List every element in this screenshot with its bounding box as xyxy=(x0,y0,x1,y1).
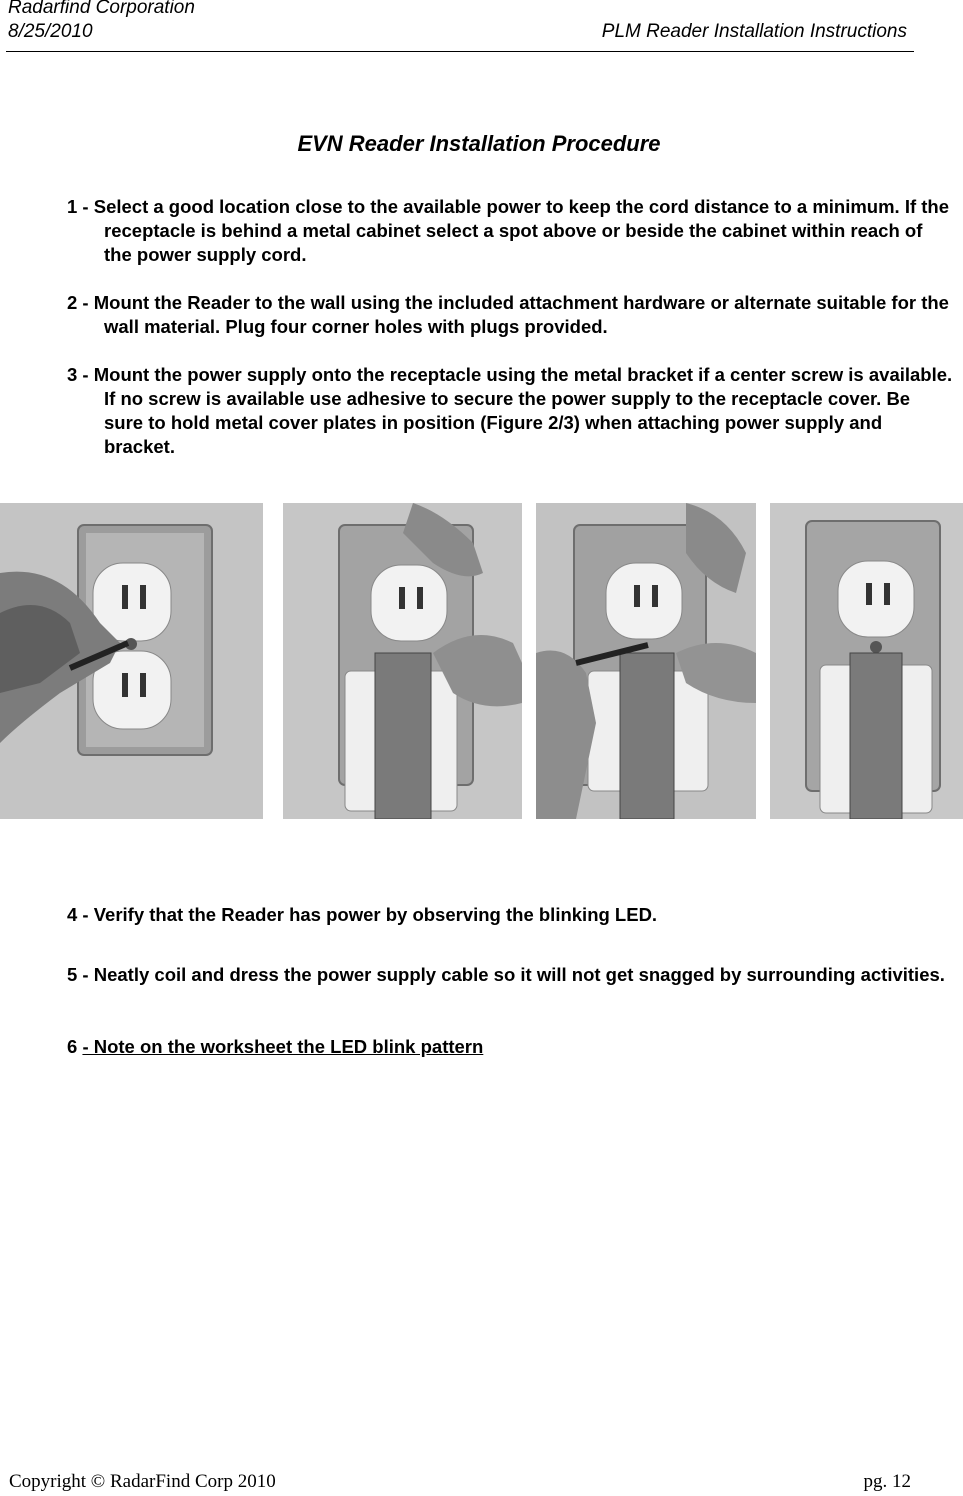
step-6 xyxy=(67,1035,954,1059)
page-title: EVN Reader Installation Procedure xyxy=(297,131,661,156)
header-company: Radarfind Corporation xyxy=(8,0,195,18)
photo-outlet-screwdriver xyxy=(0,503,263,819)
step-number: 4 - xyxy=(67,904,89,925)
step-number: 3 - xyxy=(67,364,89,385)
step-number: 2 - xyxy=(67,292,89,313)
photo-tightening-screw xyxy=(536,503,756,819)
step-number: 1 - xyxy=(67,196,89,217)
header-rule xyxy=(6,51,914,52)
step-text: Mount the power supply onto the receptacle using the metal bracket if a center screw is available. If no screw is available use adhesive to secure the power supply to the receptacle cover. Be sure to hold metal cover plates in position (Figure 2/3) when attaching power supply and bracket. xyxy=(93,364,953,457)
footer-page-number: pg. 12 xyxy=(863,1471,911,1492)
step-2 xyxy=(67,291,954,339)
footer-copyright: Copyright © RadarFind Corp 2010 xyxy=(9,1471,276,1492)
header-date: 8/25/2010 xyxy=(8,21,93,42)
step-4 xyxy=(67,903,954,927)
photo-power-supply-bracket xyxy=(283,503,522,819)
step-number: 6 xyxy=(67,1036,78,1057)
step-number: 5 - xyxy=(67,964,89,985)
step-5 xyxy=(67,963,954,987)
step-3 xyxy=(67,363,954,459)
step-text: - Note on the worksheet the LED blink pattern xyxy=(82,1036,484,1057)
header-doc-title: PLM Reader Installation Instructions xyxy=(601,21,907,42)
step-text: Mount the Reader to the wall using the included attachment hardware or alternate suitable for the wall material. Plug four corner holes with plugs provided. xyxy=(93,292,949,337)
step-1 xyxy=(67,195,954,267)
step-text: Neatly coil and dress the power supply cable so it will not get snagged by surrounding activities. xyxy=(93,964,945,985)
photo-completed-installation xyxy=(770,503,963,819)
step-text: Select a good location close to the available power to keep the cord distance to a minimum. If the receptacle is behind a metal cabinet select a spot above or beside the cabinet within reach of the power supply cord. xyxy=(93,196,950,265)
step-text: Verify that the Reader has power by observing the blinking LED. xyxy=(93,904,658,925)
